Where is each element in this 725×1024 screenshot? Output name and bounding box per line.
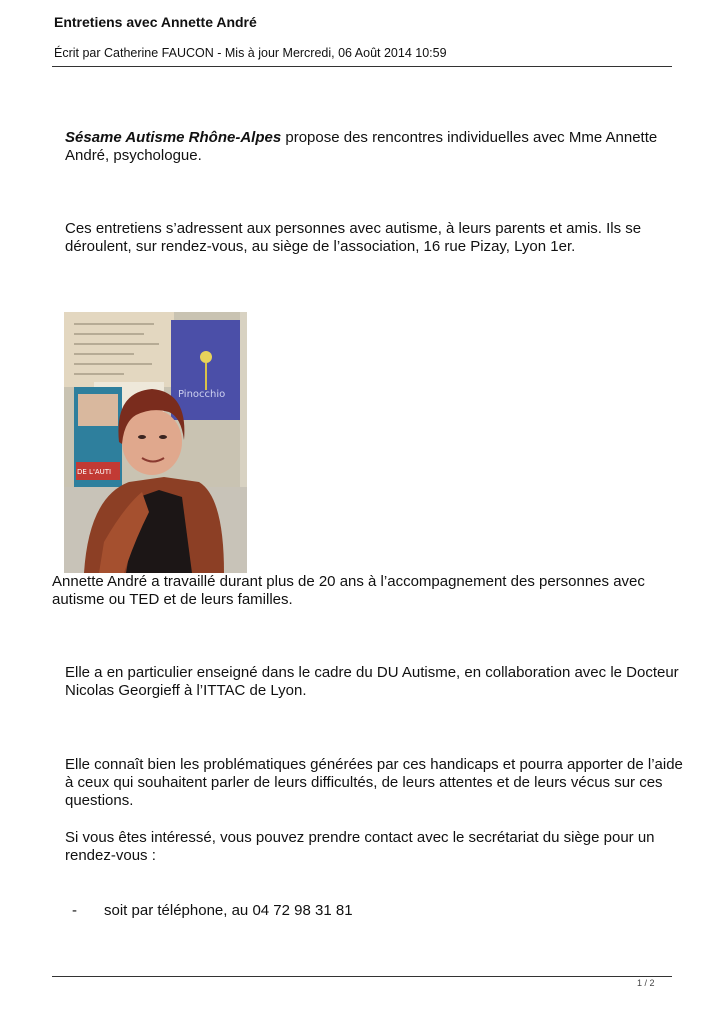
intro-text: propose des rencontres individuelles avec Mme Annette André, psychologue. — [65, 129, 658, 164]
list-bullet: - — [72, 902, 77, 919]
poster-title: Pinocchio — [178, 389, 226, 400]
footer-divider — [52, 976, 672, 977]
support-paragraph: Elle connaît bien les problématiques générées par ces handicaps et pourra apporter de l’aide à ceux qui souhaitent parler de leurs difficultés, de leurs attentes et de leurs vécus sur ces questions. — [65, 756, 683, 809]
page-title: Entretiens avec Annette André — [54, 14, 257, 30]
portrait-photo — [64, 312, 247, 573]
page-number: 1 / 2 — [637, 978, 655, 988]
details-paragraph: Ces entretiens s’adressent aux personnes avec autisme, à leurs parents et amis. Ils se déroulent, sur rendez-vous, au siège de l’association, 16 rue Pizay, Lyon 1er. — [65, 220, 642, 255]
teaching-paragraph: Elle a en particulier enseigné dans le cadre du DU Autisme, en collaboration avec le Docteur Nicolas Georgieff à l’ITTAC de Lyon. — [65, 664, 679, 699]
phone-contact: soit par téléphone, au 04 72 98 31 81 — [104, 902, 353, 919]
intro-paragraph — [52, 129, 690, 165]
book-title: DE L'AUTI — [77, 468, 112, 476]
organization-name: Sésame Autisme Rhône-Alpes — [65, 129, 282, 146]
header-divider — [52, 66, 672, 67]
list-item — [72, 902, 353, 920]
author-byline: Écrit par Catherine FAUCON - Mis à jour Mercredi, 06 Août 2014 10:59 — [54, 46, 447, 60]
bio-paragraph: Annette André a travaillé durant plus de 20 ans à l’accompagnement des personnes avec autisme ou TED et de leurs familles. — [52, 573, 645, 608]
contact-paragraph: Si vous êtes intéressé, vous pouvez prendre contact avec le secrétariat du siège pour un rendez-vous : — [65, 829, 655, 864]
